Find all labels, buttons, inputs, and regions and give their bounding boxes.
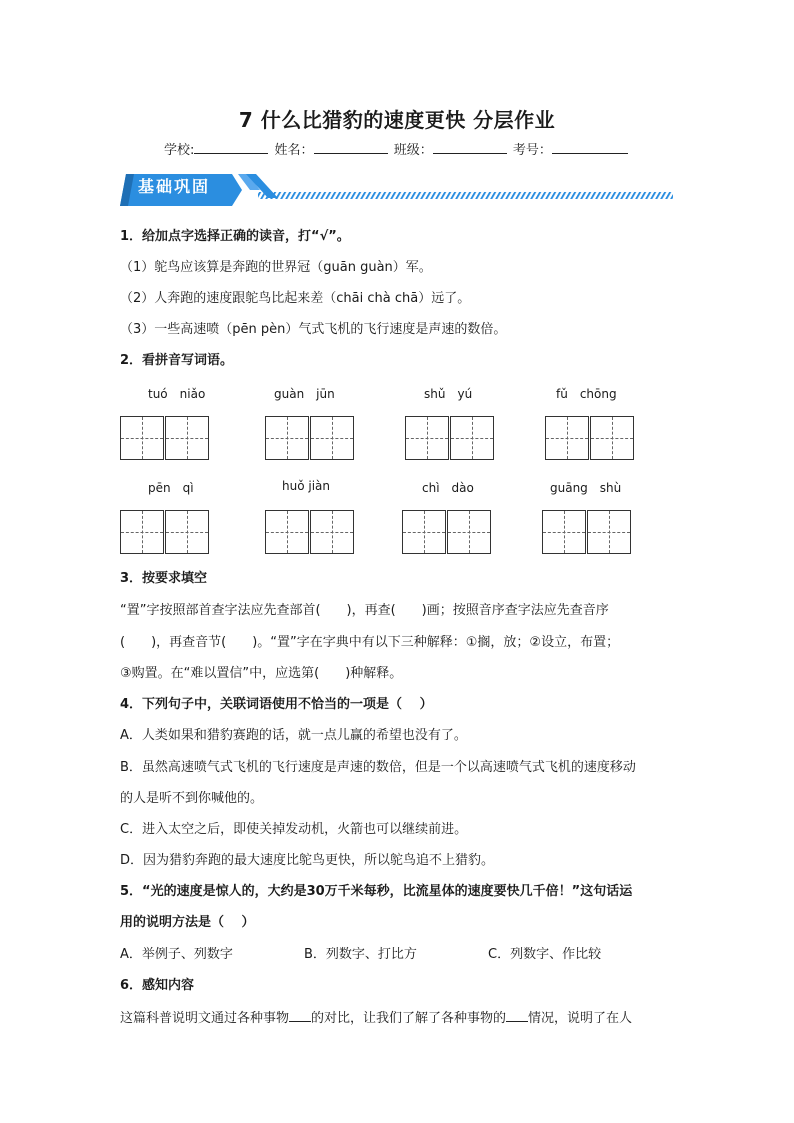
- pinyin-1: tuó niǎo: [148, 387, 206, 401]
- q4-option-b: B．虽然高速喷气式飞机的飞行速度是声速的数倍，但是一个以高速喷气式飞机的速度移动: [120, 760, 636, 775]
- q1-item-2: （2）人奔跑的速度跟鸵鸟比起来差（chāi chà chā）远了。: [120, 291, 471, 306]
- q4-option-c: C．进入太空之后，即使关掉发动机，火箭也可以继续前进。: [120, 822, 468, 837]
- name-blank[interactable]: [314, 141, 388, 154]
- q2-stem: 2．看拼音写词语。: [120, 353, 234, 368]
- pinyin-8: guāng shù: [550, 481, 622, 495]
- q1-item-1: （1）鸵鸟应该算是奔跑的世界冠（guān guàn）军。: [120, 260, 432, 275]
- q6-text-part-3: 情况，说明了在人: [528, 1011, 633, 1026]
- q4-option-d: D．因为猎豹奔跑的最大速度比鸵鸟更快，所以鸵鸟追不上猎豹。: [120, 853, 495, 868]
- q1-stem: 1．给加点字选择正确的读音，打“√”。: [120, 229, 350, 244]
- pinyin-7: chì dào: [422, 481, 474, 495]
- class-label: 班级：: [393, 143, 433, 158]
- q1-item-3: （3）一些高速喷（pēn pèn）气式飞机的飞行速度是声速的数倍。: [120, 322, 507, 337]
- pinyin-6: huǒ jiàn: [282, 479, 330, 493]
- q3-stem: 3．按要求填空: [120, 571, 208, 586]
- pinyin-3: shǔ yú: [424, 387, 473, 401]
- q5-stem-1: 5．“光的速度是惊人的，大约是30万千米每秒，比流星体的速度要快几千倍！”这句话运: [120, 884, 633, 899]
- q6-blank-1[interactable]: [289, 1009, 311, 1022]
- writing-grid-5[interactable]: [120, 510, 210, 554]
- writing-grid-1[interactable]: [120, 416, 210, 460]
- writing-grid-3[interactable]: [405, 416, 495, 460]
- student-info-row: [164, 139, 630, 158]
- section-banner-label: 基础巩固: [138, 177, 211, 196]
- pinyin-5: pēn qì: [148, 481, 194, 495]
- number-label: 考号：: [512, 143, 552, 158]
- page-title: 7 什么比猎豹的速度更快 分层作业: [238, 108, 556, 132]
- pinyin-2: guàn jūn: [274, 387, 335, 401]
- q4-option-a: A．人类如果和猎豹赛跑的话，就一点儿赢的希望也没有了。: [120, 728, 467, 743]
- class-blank[interactable]: [433, 141, 507, 154]
- number-blank[interactable]: [552, 141, 628, 154]
- q3-line-1: “置”字按照部首查字法应先查部首( )，再查( )画；按照音序查字法应先查音序: [120, 603, 609, 618]
- q6-text: [120, 1009, 632, 1028]
- pinyin-4: fǔ chōng: [556, 387, 617, 401]
- writing-grid-6[interactable]: [265, 510, 355, 554]
- writing-grid-4[interactable]: [545, 416, 635, 460]
- q4-option-b-cont: 的人是听不到你喊他的。: [120, 791, 264, 806]
- q3-line-3: ③购置。在“难以置信”中，应选第( )种解释。: [120, 666, 403, 681]
- writing-grid-8[interactable]: [542, 510, 632, 554]
- q6-blank-2[interactable]: [506, 1009, 528, 1022]
- writing-grid-7[interactable]: [402, 510, 492, 554]
- q4-stem: 4．下列句子中，关联词语使用不恰当的一项是（ ）: [120, 697, 433, 712]
- school-blank[interactable]: [194, 141, 268, 154]
- name-label: 姓名：: [274, 143, 314, 158]
- q6-text-part-2: 的对比，让我们了解了各种事物的: [311, 1011, 507, 1026]
- q5-option-c: C．列数字、作比较: [488, 947, 602, 962]
- q6-stem: 6．感知内容: [120, 978, 195, 993]
- q5-option-a: A．举例子、列数字: [120, 947, 233, 962]
- q5-stem-2: 用的说明方法是（ ）: [120, 915, 255, 930]
- q5-option-b: B．列数字、打比方: [304, 947, 417, 962]
- q3-line-2: ( )，再查音节( )。“置”字在字典中有以下三种解释：①搁，放；②设立，布置；: [120, 635, 620, 650]
- writing-grid-2[interactable]: [265, 416, 355, 460]
- school-label: 学校:: [164, 143, 195, 158]
- q6-text-part-1: 这篇科普说明文通过各种事物: [120, 1011, 290, 1026]
